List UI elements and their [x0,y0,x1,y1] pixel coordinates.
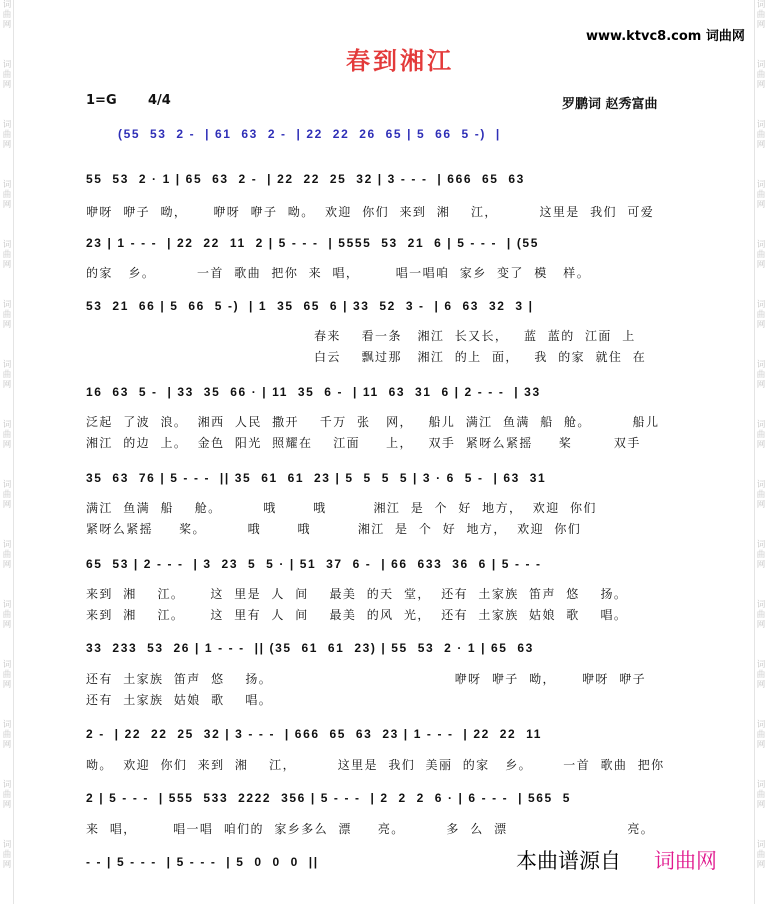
watermark-mark: 词 曲 网 [2,480,12,510]
watermark-mark: 词 曲 网 [756,420,766,450]
lyric-line: 呦。 欢迎 你们 来到 湘 江， 这里是 我们 美丽 的家 乡。 一首 歌曲 把你 [86,758,665,772]
lyric-line-verse-2: 紧呀么紧摇 桨。 哦 哦 湘江 是 个 好 地方， 欢迎 你们 [86,522,582,536]
watermark-mark: 词 曲 网 [756,360,766,390]
lyric-line-verse-2: 白云 飘过那 湘江 的上 面， 我 的家 就住 在 [314,350,647,364]
lyric-line-verse-1: 泛起 了波 浪。 湘西 人民 撒开 千万 张 网， 船儿 满江 鱼满 船 舱。 船儿 [86,415,660,429]
lyric-line-verse-1: 满江 鱼满 船 舱。 哦 哦 湘江 是 个 好 地方， 欢迎 你们 [86,501,597,515]
watermark-mark: 词 曲 网 [2,300,12,330]
watermark-mark: 词 曲 网 [756,600,766,630]
watermark-mark: 词 曲 网 [2,0,12,30]
watermark-mark: 词 曲 网 [2,360,12,390]
watermark-mark: 词 曲 网 [2,60,12,90]
watermark-mark: 词 曲 网 [756,840,766,870]
lyric-line-verse-1: 来到 湘 江。 这 里是 人 间 最美 的天 堂， 还有 土家族 笛声 悠 扬。 [86,587,628,601]
watermark-mark: 词 曲 网 [2,540,12,570]
time-signature: 4/4 [148,93,171,108]
watermark-mark: 词 曲 网 [2,240,12,270]
notation-row-final: - - | 5 - - - | 5 - - - | 5 0 0 0 || [86,855,319,869]
lyric-line-verse-2: 湘江 的边 上。 金色 阳光 照耀在 江面 上， 双手 紧呀么紧摇 桨 双手 [86,436,641,450]
watermark-mark: 词 曲 网 [2,780,12,810]
notation-row: 2 - | 22 22 25 32 | 3 - - - | 666 65 63 23 | 1 - - - | 22 22 11 [86,727,543,741]
watermark-mark: 词 曲 网 [756,300,766,330]
watermark-mark: 词 曲 网 [756,60,766,90]
lyric-line: 来 唱， 唱一唱 咱们的 家乡多么 漂 亮。 多 么 漂 亮。 [86,822,655,836]
watermark-mark: 词 曲 网 [2,600,12,630]
watermark-column-right [754,0,768,904]
watermark-mark: 词 曲 网 [2,120,12,150]
watermark-mark: 词 曲 网 [756,180,766,210]
watermark-column-left [0,0,14,904]
site-url: www.ktvc8.com 词曲网 [586,29,745,44]
notation-row: 35 63 76 | 5 - - - || 35 61 61 23 | 5 5 5 5 | 3 · 6 5 - | 63 31 [86,471,547,485]
notation-row: 2 | 5 - - - | 555 533 2222 356 | 5 - - - | 2 2 2 6 · | 6 - - - | 565 5 [86,791,571,805]
lyric-line-verse-2: 还有 土家族 姑娘 歌 唱。 [86,693,273,707]
watermark-mark: 词 曲 网 [2,180,12,210]
notation-row: 65 53 | 2 - - - | 3 23 5 5 · | 51 37 6 - | 66 633 36 6 | 5 - - - [86,557,542,571]
watermark-mark: 词 曲 网 [2,420,12,450]
watermark-mark: 词 曲 网 [756,480,766,510]
watermark-mark: 词 曲 网 [756,660,766,690]
song-title: 春到湘江 [346,47,454,75]
watermark-mark: 词 曲 网 [2,720,12,750]
watermark-mark: 词 曲 网 [756,780,766,810]
notation-row: 16 63 5 - | 33 35 66 · | 11 35 6 - | 11 63 31 6 | 2 - - - | 33 [86,385,541,399]
lyric-line-verse-1: 春来 看一条 湘江 长又长， 蓝 蓝的 江面 上 [314,329,636,343]
footer-site-name: 词曲网 [654,849,717,873]
watermark-mark: 词 曲 网 [756,240,766,270]
watermark-mark: 词 曲 网 [756,540,766,570]
notation-row-intro: (55 53 2 - | 61 63 2 - | 22 22 26 65 | 5 66 5 -) | [118,127,501,141]
watermark-mark: 词 曲 网 [2,840,12,870]
lyric-line: 的家 乡。 一首 歌曲 把你 来 唱， 唱一唱咱 家乡 变了 模 样。 [86,266,591,280]
notation-row: 33 233 53 26 | 1 - - - || (35 61 61 23) | 55 53 2 · 1 | 65 63 [86,641,534,655]
notation-row: 53 21 66 | 5 66 5 -) | 1 35 65 6 | 33 52 3 - | 6 63 32 3 | [86,299,534,313]
notation-row: 23 | 1 - - - | 22 22 11 2 | 5 - - - | 5555 53 21 6 | 5 - - - | (55 [86,236,539,250]
lyric-line-verse-2: 来到 湘 江。 这 里有 人 间 最美 的风 光， 还有 土家族 姑娘 歌 唱。 [86,608,628,622]
notation-row: 55 53 2 · 1 | 65 63 2 - | 22 22 25 32 | 3 - - - | 666 65 63 [86,172,525,186]
lyric-line: 咿呀 咿子 呦， 咿呀 咿子 呦。 欢迎 你们 来到 湘 江， 这里是 我们 可爱 [86,205,655,219]
lyric-line-verse-1: 还有 土家族 笛声 悠 扬。 咿呀 咿子 呦， 咿呀 咿子 [86,672,647,686]
watermark-mark: 词 曲 网 [2,660,12,690]
watermark-mark: 词 曲 网 [756,0,766,30]
footer-source-text: 本曲谱源自 [516,849,621,873]
watermark-mark: 词 曲 网 [756,120,766,150]
margin-line-left [13,0,14,904]
credits: 罗鹏词 赵秀富曲 [562,97,658,112]
key-signature: 1=G [86,93,117,108]
watermark-mark: 词 曲 网 [756,720,766,750]
